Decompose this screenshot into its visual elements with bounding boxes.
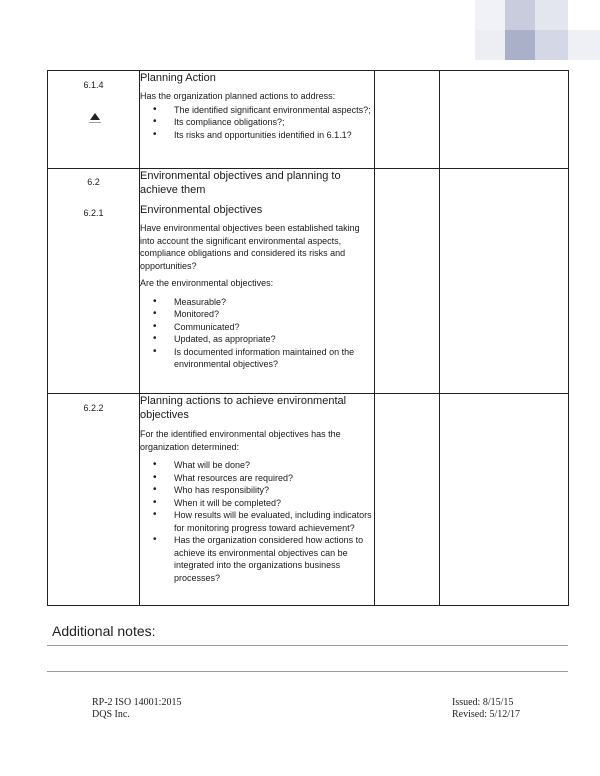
section-subheading: Environmental objectives [140,204,263,216]
question-text: For the identified environmental objectives has the organization determined: [140,429,341,452]
notes-line[interactable] [47,645,568,646]
notes-line[interactable] [47,671,568,672]
list-item: • Communicated? [174,321,374,334]
additional-notes-title: Additional notes: [52,623,156,639]
list-item: • How results will be evaluated, including indicators for monitoring progress toward achievement? [174,509,374,534]
response-cell[interactable] [375,169,440,394]
triangle-marker-icon [88,112,100,124]
list-item: • What will be done? [174,459,374,472]
header-decoration [475,0,600,60]
response-cell[interactable] [375,71,440,169]
footer-right [452,697,520,721]
bullet-list [140,104,374,142]
issued-date: Issued: 8/15/15 [452,697,514,708]
bullet-list [140,296,374,371]
list-item: • Measurable? [174,296,374,309]
deco-square [568,30,600,60]
deco-square [505,0,535,30]
question-text: Has the organization planned actions to address: [140,91,336,101]
list-item: • Updated, as appropriate? [174,333,374,346]
list-item: • Its compliance obligations?; [174,116,374,129]
deco-square [475,30,505,60]
question-cell [140,169,375,394]
clause-number: 6.2.2 [83,403,104,413]
list-item: • The identified significant environmental aspects?; [174,104,374,117]
response-cell[interactable] [375,394,440,606]
list-item: • Is documented information maintained on the environmental objectives? [174,346,374,371]
list-item: • Has the organization considered how actions to achieve its environmental objectives can be integrated into the organizations business processes? [174,534,374,584]
section-heading: Planning actions to achieve environmental objectives [140,395,347,421]
clause-number: 6.2.1 [83,207,104,218]
question-text: Are the environmental objectives: [140,278,274,288]
clause-number-cell [48,71,140,169]
comments-cell[interactable] [440,169,569,394]
list-item: • Who has responsibility? [174,484,374,497]
clause-number-cell [48,394,140,606]
question-cell [140,394,375,606]
revised-date: Revised: 5/12/17 [452,709,521,720]
section-heading: Environmental objectives and planning to achieve them [140,170,341,196]
question-text: Have environmental objectives been established taking into account the significant environmental aspects, compliance obligations and considered its risks and opportunities? [140,223,360,271]
deco-square [535,30,568,60]
list-item: • Its risks and opportunities identified in 6.1.1? [174,129,374,142]
table-row [48,169,569,394]
audit-checklist-table [47,70,569,606]
footer-left [92,697,181,721]
deco-square [475,0,505,30]
list-item: • What resources are required? [174,472,374,485]
bullet-list [140,459,374,584]
table-row [48,394,569,606]
deco-square [505,30,535,60]
company-name: DQS Inc. [92,709,130,720]
list-item: • Monitored? [174,308,374,321]
clause-number: 6.1.4 [83,80,104,90]
clause-number-cell [48,169,140,394]
deco-square [535,0,568,30]
question-cell [140,71,375,169]
document-id: RP-2 ISO 14001:2015 [92,697,182,708]
section-heading: Planning Action [140,72,216,84]
clause-number: 6.2 [87,177,100,187]
comments-cell[interactable] [440,394,569,606]
table-row [48,71,569,169]
list-item: • When it will be completed? [174,497,374,510]
comments-cell[interactable] [440,71,569,169]
